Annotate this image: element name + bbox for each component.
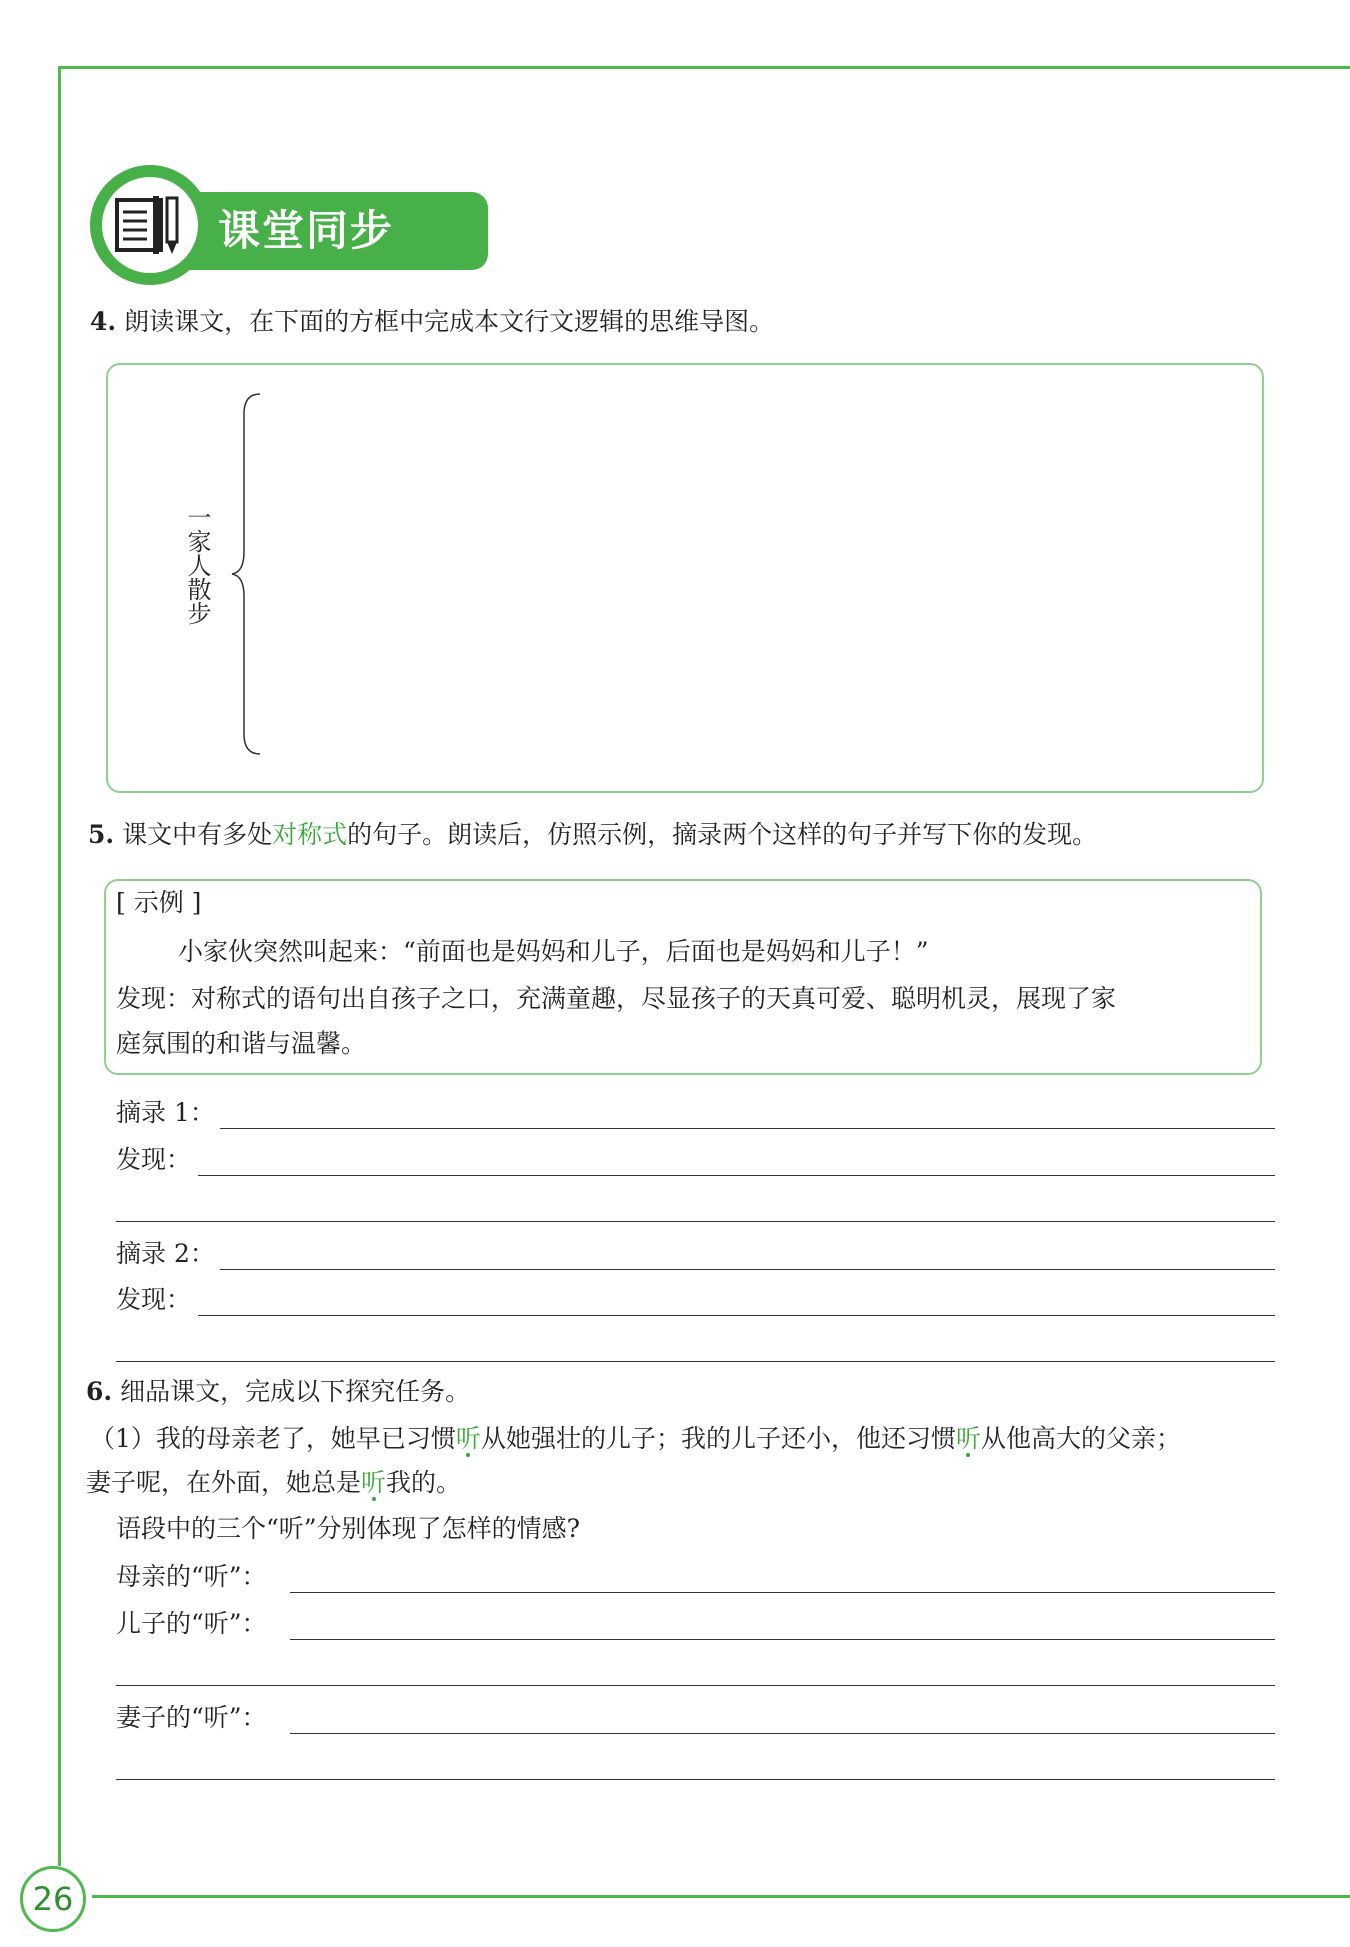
- q5-text-before: 课文中有多处: [122, 820, 273, 849]
- question-4: [90, 305, 774, 339]
- son-ting-label: 儿子的“听”：: [116, 1609, 267, 1638]
- excerpt2-label: 摘录 2：: [116, 1239, 215, 1268]
- finding2-label: 发现：: [116, 1285, 192, 1314]
- mindmap-brace: [230, 392, 266, 756]
- wife-answer-line-2[interactable]: [116, 1779, 1275, 1780]
- q6-question: 语段中的三个“听”分别体现了怎样的情感?: [116, 1514, 580, 1543]
- excerpt1-answer-line[interactable]: [220, 1128, 1275, 1129]
- mother-answer-line[interactable]: [290, 1592, 1275, 1593]
- ting-mark-3: 听: [361, 1468, 387, 1497]
- example-finding-line2: 庭氛围的和谐与温馨。: [116, 1029, 367, 1058]
- wife-answer-line[interactable]: [290, 1733, 1275, 1734]
- q4-text: 朗读课文，在下面的方框中完成本文行文逻辑的思维导图。: [124, 307, 775, 336]
- son-answer-line[interactable]: [290, 1639, 1275, 1640]
- page-number: 26: [20, 1866, 86, 1932]
- finding2-answer-line-2[interactable]: [116, 1361, 1275, 1362]
- notebook-pencil-icon: [111, 190, 189, 260]
- q6-passage-line1: [90, 1422, 1181, 1456]
- page-frame-top: [58, 66, 1350, 69]
- excerpt2-answer-line[interactable]: [220, 1269, 1275, 1270]
- q5-highlight: 对称式: [272, 820, 348, 849]
- mindmap-box[interactable]: [106, 363, 1264, 793]
- q5-text-after: 的句子。朗读后，仿照示例，摘录两个这样的句子并写下你的发现。: [347, 820, 1098, 849]
- example-finding-line1: 发现：对称式的语句出自孩子之口，充满童趣，尽显孩子的天真可爱、聪明机灵，展现了家: [116, 984, 1117, 1013]
- finding2-answer-line[interactable]: [198, 1315, 1275, 1316]
- passage-part2: 从她强壮的儿子；我的儿子还小，他还习惯: [480, 1424, 956, 1453]
- q6-passage-line2: [86, 1466, 461, 1500]
- page-frame-left: [58, 66, 61, 1866]
- mother-ting-label: 母亲的“听”：: [116, 1562, 267, 1591]
- section-title: 课堂同步: [218, 206, 395, 255]
- excerpt1-label: 摘录 1：: [116, 1098, 215, 1127]
- question-6: [86, 1375, 470, 1409]
- example-tag: [ 示例 ]: [116, 888, 202, 917]
- header-icon-circle: [90, 165, 210, 285]
- question-5: [88, 818, 1097, 852]
- finding1-answer-line[interactable]: [198, 1175, 1275, 1176]
- q5-number: 5.: [88, 820, 115, 849]
- q6-number: 6.: [86, 1377, 113, 1406]
- mindmap-root-label: 一家人散步: [183, 505, 211, 625]
- section-header: [90, 165, 410, 291]
- page-frame-bottom: [92, 1895, 1350, 1898]
- finding1-answer-line-2[interactable]: [116, 1221, 1275, 1222]
- q6-text: 细品课文，完成以下探究任务。: [120, 1377, 471, 1406]
- son-answer-line-2[interactable]: [116, 1685, 1275, 1686]
- passage-part3: 从他高大的父亲；: [980, 1424, 1181, 1453]
- q4-number: 4.: [90, 307, 117, 336]
- finding1-label: 发现：: [116, 1145, 192, 1174]
- example-sentence: 小家伙突然叫起来：“前面也是妈妈和儿子，后面也是妈妈和儿子！”: [178, 937, 929, 966]
- ting-mark-1: 听: [455, 1424, 481, 1453]
- passage-line2-part2: 我的。: [386, 1468, 462, 1497]
- ting-mark-2: 听: [955, 1424, 981, 1453]
- passage-part1: （1）我的母亲老了，她早已习惯: [90, 1424, 456, 1453]
- passage-line2-part1: 妻子呢，在外面，她总是: [86, 1468, 362, 1497]
- wife-ting-label: 妻子的“听”：: [116, 1703, 267, 1732]
